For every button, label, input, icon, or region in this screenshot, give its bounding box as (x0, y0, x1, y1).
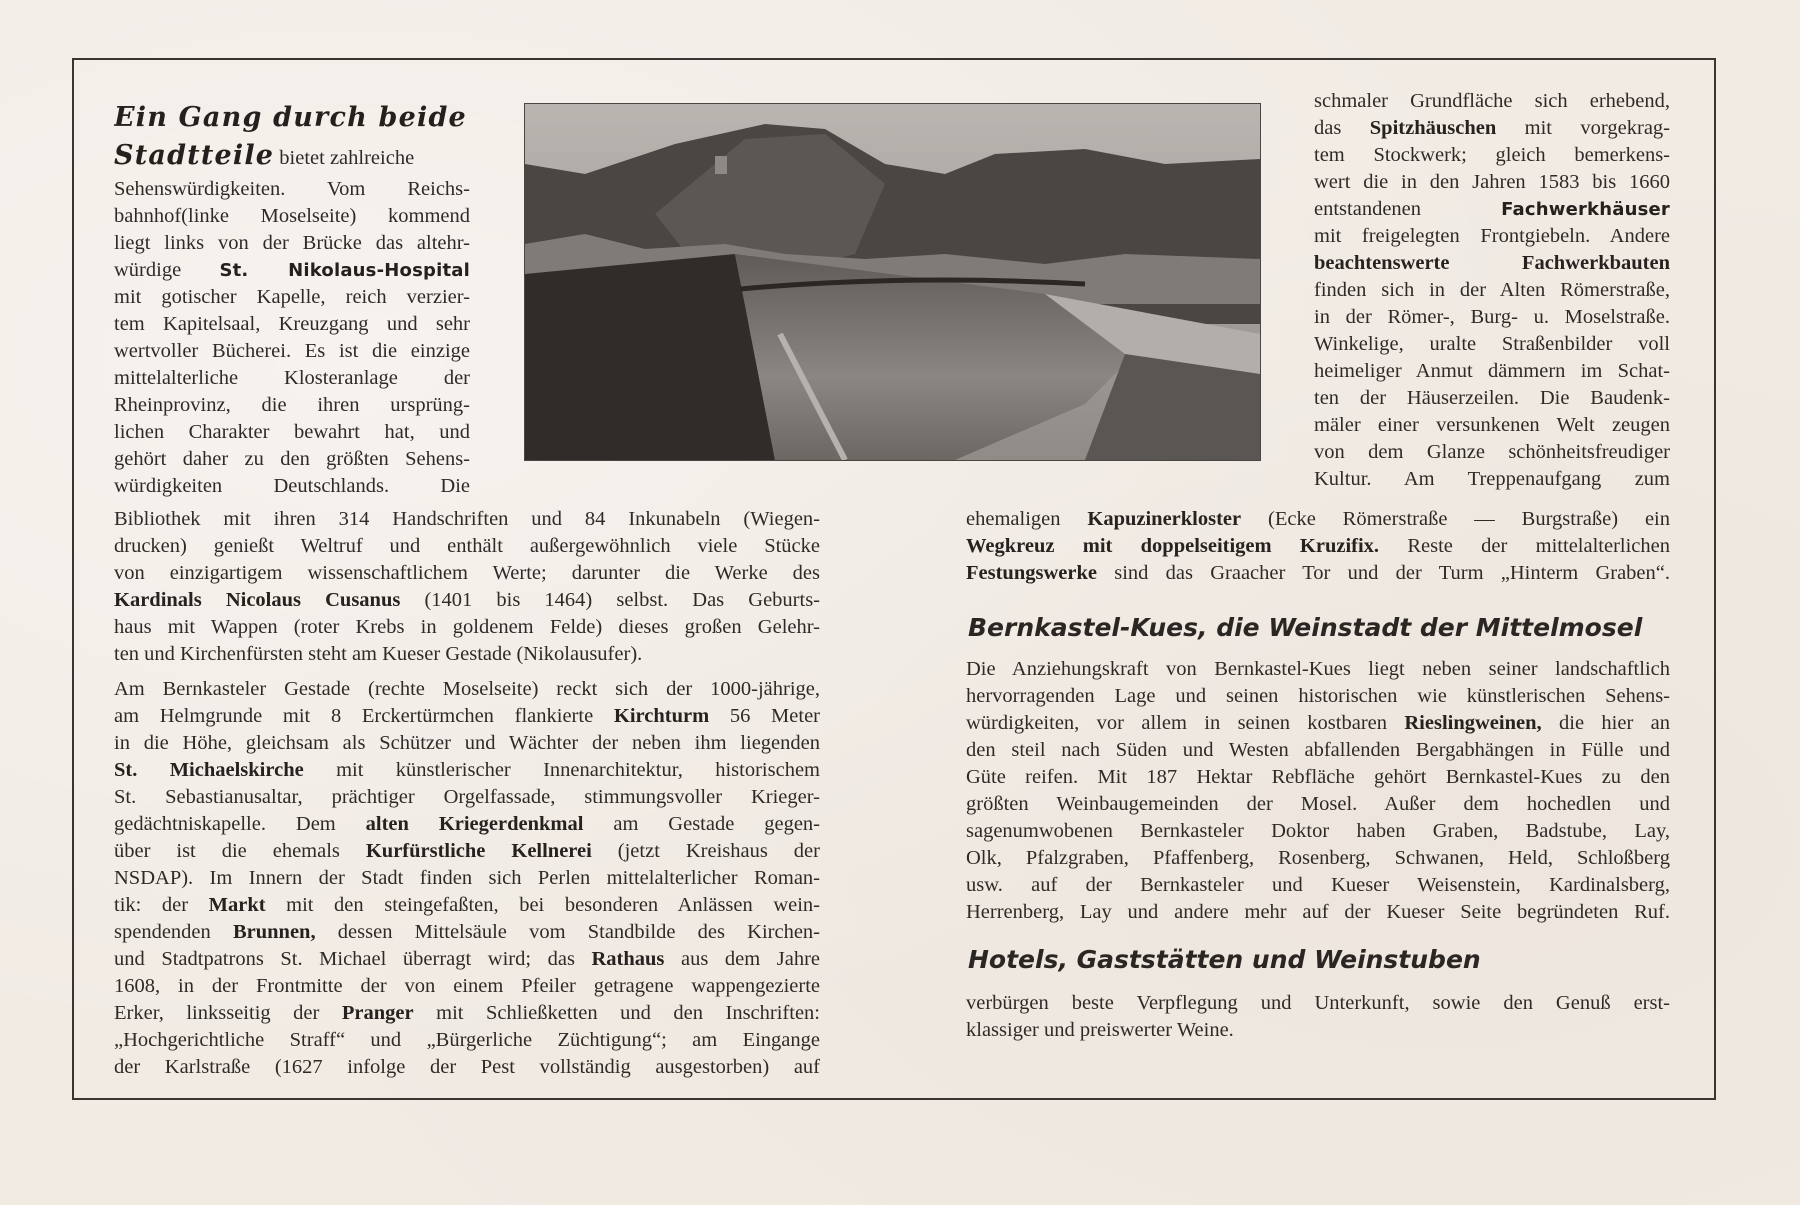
text-line: mit freigelegten Frontgiebeln. Andere (1314, 225, 1670, 247)
text-line: mit gotischer Kapelle, reich verzier- (114, 286, 470, 308)
text-line (114, 257, 470, 284)
right-narrow-paragraph (1314, 88, 1670, 493)
text-line: verbürgen beste Verpflegung und Unterkunft, sowie den Genuß erst- (966, 992, 1670, 1014)
text-line (114, 919, 820, 946)
emphasized-term: Rathaus (591, 948, 665, 970)
hotels-paragraph (966, 990, 1670, 1044)
text-segment: und Stadtpatrons St. Michael überragt wird; das (114, 948, 592, 970)
text-segment: spendenden (114, 921, 233, 943)
text-line: St. Sebastianusaltar, prächtiger Orgelfassade, stimmungsvoller Krieger- (114, 786, 820, 808)
text-segment: mit Schließketten und den Inschriften: (413, 1002, 820, 1024)
text-segment: die hier an (1541, 712, 1670, 734)
text-segment: ehemaligen (966, 508, 1088, 530)
text-line: Am Bernkasteler Gestade (rechte Moselseite) reckt sich der 1000-jährige, (114, 678, 820, 700)
text-line: ten und Kirchenfürsten steht am Kueser Gestade (Nikolausufer). (114, 643, 643, 665)
text-line (114, 838, 820, 865)
text-line (966, 506, 1670, 533)
text-segment: würdige (114, 259, 220, 281)
emphasized-term: St. Nikolaus-Hospital (219, 260, 470, 281)
text-line: heimeliger Anmut dämmern im Schat- (1314, 360, 1670, 382)
text-segment: (1401 bis 1464) selbst. Das Geburts- (400, 589, 820, 611)
text-line: tem Kapitelsaal, Kreuzgang und sehr (114, 313, 470, 335)
text-line: hervorragenden Lage und seinen historischen wie künstlerischen Sehens- (966, 685, 1670, 707)
text-segment: tik: der (114, 894, 209, 916)
text-line: mäler einer versunkenen Welt zeugen (1314, 414, 1670, 436)
text-segment: mit vorgekrag- (1496, 117, 1670, 139)
text-segment: 56 Meter (709, 705, 820, 727)
text-line (114, 811, 820, 838)
text-line: wertvoller Bücherei. Es ist die einzige (114, 340, 470, 362)
text-line (114, 703, 820, 730)
text-line: tem Stockwerk; gleich bemerkens- (1314, 144, 1670, 166)
emphasized-term: Brunnen, (232, 921, 316, 943)
text-segment: (Ecke Römerstraße — Burgstraße) ein (1241, 508, 1670, 530)
text-line: von einzigartigem wissenschaftlichem Werte; darunter die Werke des (114, 562, 820, 584)
text-line: Die Anziehungskraft von Bernkastel-Kues liegt neben seiner landschaftlich (966, 658, 1670, 680)
text-line: usw. auf der Bernkasteler und Kueser Weisenstein, Kardinalsberg, (966, 874, 1670, 896)
text-line: von dem Glanze schönheitsfreudiger (1314, 441, 1670, 463)
text-line (114, 1000, 820, 1027)
text-segment: das (1314, 117, 1370, 139)
emphasized-term: Markt (208, 894, 266, 916)
text-segment: am Helmgrunde mit 8 Erckertürmchen flankierte (114, 705, 614, 727)
left-wide-paragraph (114, 506, 820, 668)
text-line: größten Weinbaugemeinden der Mosel. Außer dem hochedlen und (966, 793, 1670, 815)
text-segment: dessen Mittelsäule vom Standbilde des Kirchen- (315, 921, 820, 943)
text-line: finden sich in der Alten Römerstraße, (1314, 279, 1670, 301)
text-line: in der Römer-, Burg- u. Moselstraße. (1314, 306, 1670, 328)
emphasized-term: alten Kriegerdenkmal (365, 813, 584, 835)
text-line: gehört daher zu den größten Sehens- (114, 448, 470, 470)
lead-heading-line-2 (114, 138, 470, 174)
text-segment: am Gestade gegen- (583, 813, 820, 835)
text-line: mittelalterliche Klosteranlage der (114, 367, 470, 389)
text-line: „Hochgerichtliche Straff“ und „Bürgerliche Züchtigung“; am Eingange (114, 1029, 820, 1051)
right-wide-paragraph (966, 506, 1670, 587)
emphasized-term: Kurfürstliche Kellnerei (365, 840, 592, 862)
text-line (966, 560, 1670, 587)
text-line (114, 587, 820, 614)
text-line: schmaler Grundfläche sich erhebend, (1314, 90, 1670, 112)
emphasized-term: Pranger (341, 1002, 414, 1024)
text-line: wert die in den Jahren 1583 bis 1660 (1314, 171, 1670, 193)
text-line: Olk, Pfalzgraben, Pfaffenberg, Rosenberg, Schwanen, Held, Schloßberg (966, 847, 1670, 869)
text-line: Güte reifen. Mit 187 Hektar Rebfläche gehört Bernkastel-Kues zu den (966, 766, 1670, 788)
text-segment: entstandenen (1314, 198, 1502, 220)
foreground-hillside (525, 254, 775, 460)
text-line: 1608, in der Frontmitte der von einem Pfeiler getragene wappengezierte (114, 975, 820, 997)
emphasized-term: Kapuzinerkloster (1087, 508, 1242, 530)
text-line (1314, 250, 1670, 277)
emphasized-term: Spitzhäuschen (1369, 117, 1497, 139)
text-segment: gedächtniskapelle. Dem (114, 813, 366, 835)
heading-weinstadt: Bernkastel-Kues, die Weinstadt der Mittelmosel (968, 613, 1643, 642)
text-segment: über ist die ehemals (114, 840, 366, 862)
text-segment: (jetzt Kreishaus der (591, 840, 820, 862)
text-line: ten der Häuserzeilen. Die Baudenk- (1314, 387, 1670, 409)
text-line: Bibliothek mit ihren 314 Handschriften und 84 Inkunabeln (Wiegen- (114, 508, 820, 530)
emphasized-term: Kardinals Nicolaus Cusanus (114, 589, 401, 611)
photo-illustration (525, 104, 1260, 460)
left-second-paragraph (114, 676, 820, 1081)
text-line: würdigkeiten Deutschlands. Die (114, 475, 470, 497)
text-line: Winkelige, uralte Straßenbilder voll (1314, 333, 1670, 355)
text-line (1314, 196, 1670, 223)
emphasized-term: Kirchturm (613, 705, 710, 727)
mosel-town-photograph (524, 103, 1261, 461)
emphasized-term: Wegkreuz mit doppelseitigem Kruzifix. (966, 535, 1380, 557)
text-line (114, 892, 820, 919)
text-segment: mit künstlerischer Innenarchitektur, historischem (303, 759, 820, 781)
heading-hotels: Hotels, Gaststätten und Weinstuben (968, 945, 1481, 974)
emphasized-term: Rieslingweinen, (1404, 712, 1542, 734)
text-line: Herrenberg, Lay und andere mehr auf der Kueser Seite begründeten Ruf. (966, 901, 1670, 923)
text-segment: aus dem Jahre (664, 948, 820, 970)
text-line (114, 946, 820, 973)
text-segment: würdigkeiten, vor allem in seinen kostbaren (966, 712, 1405, 734)
text-segment: Reste der mittelalterlichen (1379, 535, 1670, 557)
text-line: klassiger und preiswerter Weine. (966, 1019, 1234, 1041)
text-line: bahnhof(linke Moselseite) kommend (114, 205, 470, 227)
castle-ruin (715, 156, 727, 174)
text-line: Rheinprovinz, die ihren ursprüng- (114, 394, 470, 416)
text-line (1314, 115, 1670, 142)
text-segment: sind das Graacher Tor und der Turm „Hinterm Graben“. (1096, 562, 1670, 584)
text-line (966, 533, 1670, 560)
text-line: drucken) genießt Weltruf und enthält außergewöhnlich viele Stücke (114, 535, 820, 557)
text-line: sagenumwobenen Bernkasteler Doktor haben Graben, Badstube, Lay, (966, 820, 1670, 842)
text-line (114, 757, 820, 784)
emphasized-term: St. Michaelskirche (114, 759, 304, 781)
emphasized-term: Fachwerkhäuser (1501, 199, 1670, 220)
lead-heading-word: Stadtteile (114, 140, 275, 171)
left-narrow-paragraph (114, 176, 470, 500)
text-line: Kultur. Am Treppenaufgang zum (1314, 468, 1670, 490)
text-line: in die Höhe, gleichsam als Schützer und Wächter der neben ihm liegenden (114, 732, 820, 754)
emphasized-term: beachtenswerte Fachwerkbauten (1314, 252, 1670, 274)
text-segment: mit den steingefaßten, bei besonderen Anlässen wein- (265, 894, 820, 916)
wine-paragraph (966, 656, 1670, 926)
text-line: haus mit Wappen (roter Krebs in goldenem Felde) dieses großen Gelehr- (114, 616, 820, 638)
text-line: Sehenswürdigkeiten. Vom Reichs- (114, 178, 470, 200)
emphasized-term: Festungswerke (966, 562, 1097, 584)
text-segment: Erker, linksseitig der (114, 1002, 342, 1024)
lead-heading-tail: bietet zahlreiche (274, 147, 415, 169)
text-line (966, 710, 1670, 737)
text-line: der Karlstraße (1627 infolge der Pest vollständig ausgestorben) auf (114, 1056, 820, 1078)
text-line: NSDAP). Im Innern der Stadt finden sich Perlen mittelalterlicher Roman- (114, 867, 820, 889)
text-line: den steil nach Süden und Westen abfallenden Bergabhängen in Fülle und (966, 739, 1670, 761)
text-line: lichen Charakter bewahrt hat, und (114, 421, 470, 443)
lead-heading-line-1: Ein Gang durch beide (114, 102, 467, 133)
text-line: liegt links von der Brücke das altehr- (114, 232, 470, 254)
